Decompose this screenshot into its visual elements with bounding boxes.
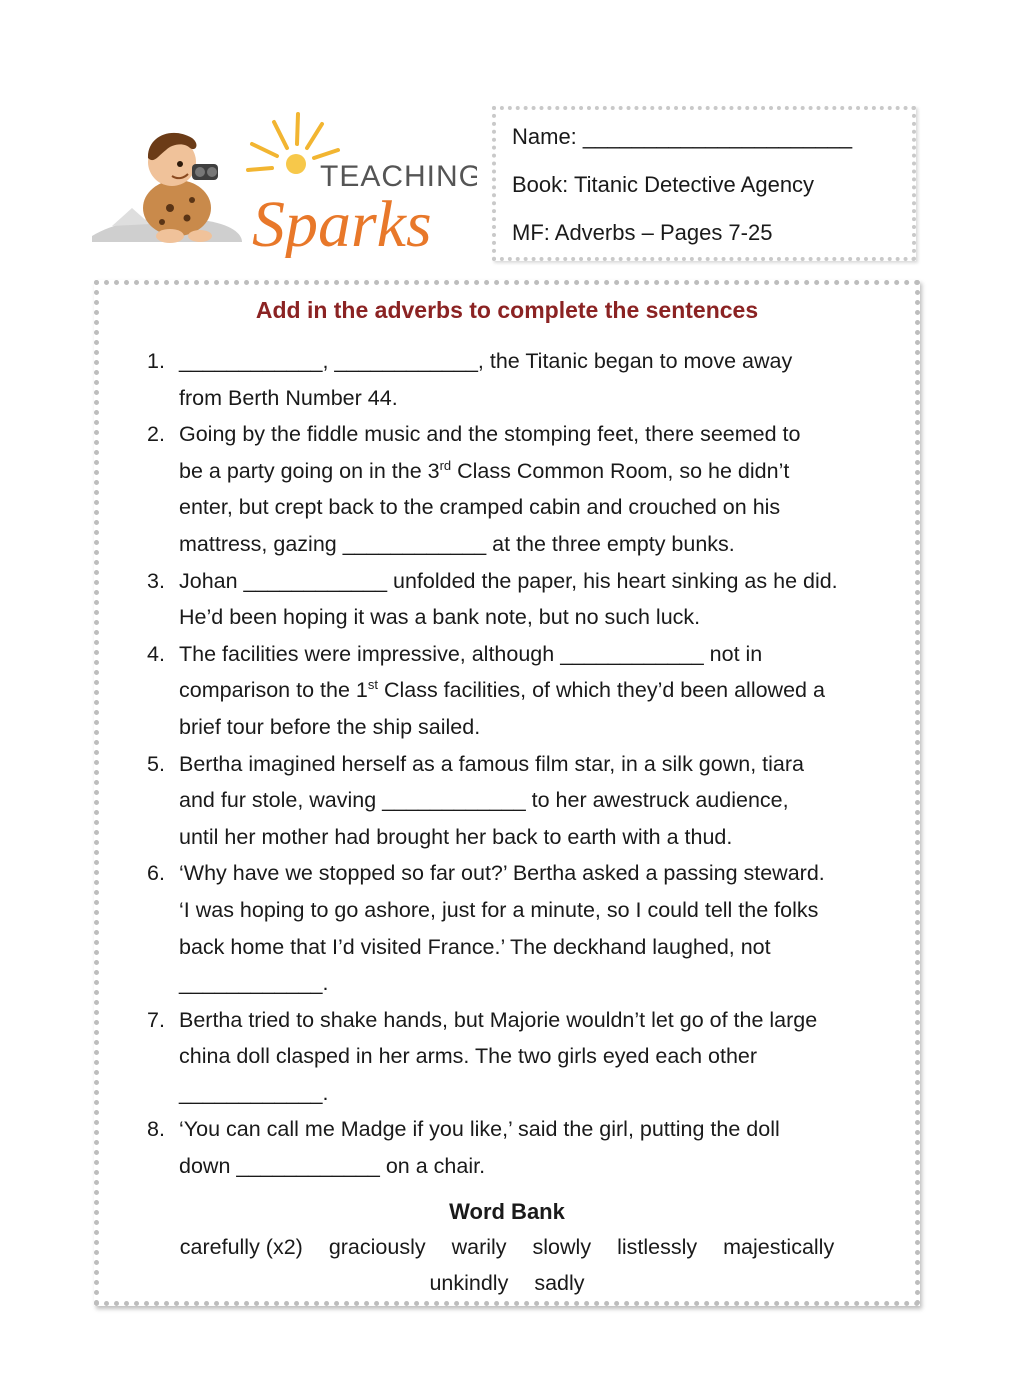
question-line: down ____________ on a chair. [179, 1154, 486, 1179]
question-list [99, 343, 915, 1185]
question-line: Bertha tried to shake hands, but Majorie wouldn’t let go of the large [179, 1007, 818, 1032]
question-number: 5. [147, 751, 165, 776]
question-6 [99, 855, 915, 1001]
question-line: ____________, ____________, the Titanic began to move away [179, 349, 793, 373]
question-line: from Berth Number 44. [179, 385, 398, 410]
question-line: and fur stole, waving ____________ to her awestruck audience, [179, 788, 789, 813]
question-line: Going by the fiddle music and the stomping feet, there seemed to [179, 422, 801, 447]
question-line: He’d been hoping it was a bank note, but no such luck. [179, 605, 701, 630]
question-3 [99, 563, 915, 636]
question-line: ____________. [179, 1080, 329, 1105]
question-number: 7. [147, 1007, 165, 1032]
teaching-sparks-logo [92, 108, 477, 258]
question-line: china doll clasped in her arms. The two girls eyed each other [179, 1044, 758, 1069]
question-line: comparison to the 1st Class facilities, of which they’d been allowed a [179, 677, 825, 703]
word-bank-item: warily [451, 1235, 507, 1259]
mf-pages: MF: Adverbs – Pages 7-25 [512, 220, 773, 245]
question-line: ‘You can call me Madge if you like,’ said the girl, putting the doll [179, 1117, 780, 1142]
question-line: be a party going on in the 3rd Class Common Room, so he didn’t [179, 457, 790, 483]
question-number: 3. [147, 568, 165, 593]
logo-sparks-text: Sparks [252, 188, 432, 258]
question-line: Bertha imagined herself as a famous film star, in a silk gown, tiara [179, 751, 804, 776]
question-number: 6. [147, 861, 165, 886]
question-1 [99, 343, 915, 416]
logo-teaching-text: TEACHING [320, 160, 477, 193]
question-7 [99, 1002, 915, 1112]
question-number: 1. [147, 349, 165, 373]
word-bank-item: graciously [328, 1235, 426, 1259]
question-line: ‘Why have we stopped so far out?’ Bertha asked a passing steward. [179, 861, 825, 886]
student-info-box [492, 106, 916, 261]
word-bank-item: slowly [532, 1235, 592, 1259]
question-number: 2. [147, 422, 165, 447]
question-8 [99, 1111, 915, 1184]
word-bank-row-1 [99, 1235, 915, 1260]
question-line: brief tour before the ship sailed. [179, 714, 481, 739]
question-4 [99, 636, 915, 746]
worksheet-box [94, 280, 920, 1306]
question-5 [99, 746, 915, 856]
worksheet-heading: Add in the adverbs to complete the sentences [255, 297, 759, 323]
name-field[interactable]: Name: ______________________ [512, 124, 853, 149]
word-bank-item: unkindly [429, 1271, 509, 1295]
question-line: ____________. [179, 971, 329, 996]
question-line: ‘I was hoping to go ashore, just for a minute, so I could tell the folks [179, 897, 819, 922]
question-line: mattress, gazing ____________ at the three empty bunks. [179, 531, 735, 556]
book-title: Book: Titanic Detective Agency [512, 172, 815, 197]
question-line: until her mother had brought her back to earth with a thud. [179, 824, 733, 849]
word-bank-item: listlessly [617, 1235, 698, 1259]
question-line: back home that I’d visited France.’ The deckhand laughed, not [179, 934, 771, 959]
word-bank-title: Word Bank [449, 1199, 565, 1224]
superscript-st: st [367, 677, 378, 693]
question-line: enter, but crept back to the cramped cabin and crouched on his [179, 495, 781, 520]
question-number: 8. [147, 1117, 165, 1142]
question-2 [99, 416, 915, 562]
question-line: Johan ____________ unfolded the paper, his heart sinking as he did. [179, 568, 838, 593]
question-line: The facilities were impressive, although ____________ not in [179, 641, 763, 666]
superscript-rd: rd [439, 457, 452, 473]
word-bank-item: sadly [534, 1271, 585, 1295]
question-number: 4. [147, 641, 165, 666]
word-bank-row-2 [99, 1271, 915, 1296]
word-bank-item: carefully (x2) [179, 1235, 303, 1259]
word-bank-item: majestically [723, 1235, 835, 1259]
